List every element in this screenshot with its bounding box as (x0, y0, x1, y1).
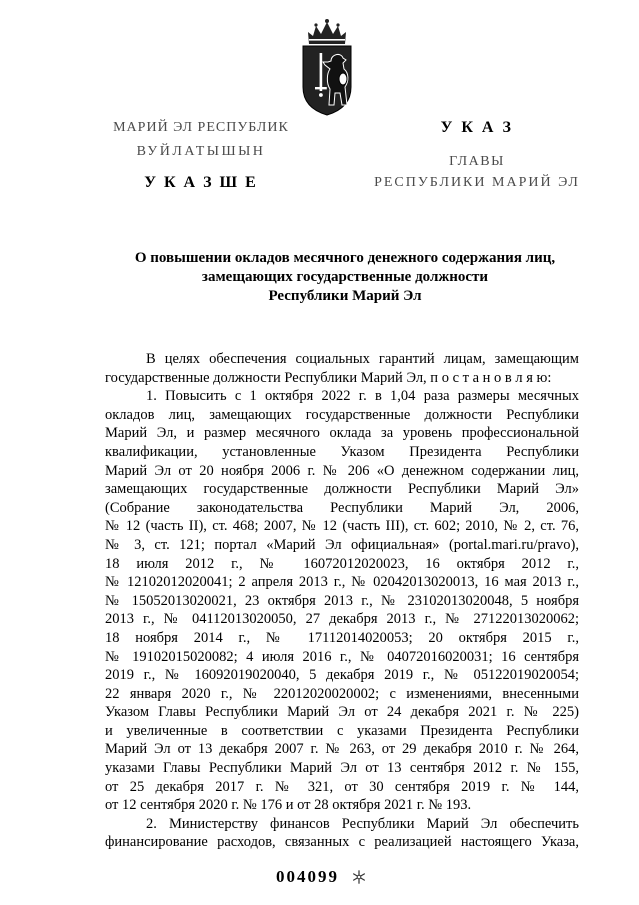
header-left-line2: ВУЙЛАТЫШЫН (136, 144, 266, 159)
body-line: финансирование расходов, связанных с реализацией настоящего Указа, (105, 834, 579, 851)
body-line: Марий Эл от 13 декабря 2007 г. № 263, от 29 декабря 2010 г. № 264, (105, 741, 579, 758)
asterisk-mark-icon (351, 869, 367, 885)
body-line: 18 ноября 2014 г., № 17112014020053; 20 октября 2015 г., (105, 629, 579, 646)
form-serial-number: 004099 (276, 867, 339, 886)
body-line: № 12102012020041; 2 апреля 2013 г., № 02042013020013, 16 мая 2013 г., (105, 574, 579, 591)
body-line: № 3, ст. 121; портал «Марий Эл официальная» (portal.mari.ru/pravo), (105, 536, 579, 553)
body-line: № 15052013020021, 23 октября 2013 г., № 23102013020048, 5 ноября (105, 592, 579, 609)
decree-body (105, 350, 579, 852)
body-line: от 25 декабря 2017 г. № 321, от 30 сентября 2019 г. № 144, (105, 778, 579, 795)
body-line: (Собрание законодательства Республики Марий Эл, 2006, (105, 499, 579, 516)
header-right-line1: ГЛАВЫ (449, 154, 505, 169)
header-left-doc-type: У К А З Ш Е (144, 174, 258, 191)
body-line: и увеличенные в соответствии с указами Президента Республики (105, 722, 579, 739)
body-line: 2019 г., № 16092019020040, 5 декабря 2019 г., № 05122019020054; (105, 667, 579, 684)
body-line: 2013 г., № 04112013020050, 27 декабря 2013 г., № 27122013020062; (105, 611, 579, 628)
header-right-doc-type: У К А З (440, 119, 514, 136)
body-line: 1. Повысить с 1 октября 2022 г. в 1,04 раза размеры месячных (146, 388, 579, 405)
body-line: 18 июля 2012 г., № 16072012020023, 16 октября 2012 г., (105, 555, 579, 572)
emblem-small-shield (339, 73, 347, 85)
body-line: окладов лиц, замещающих государственные должности Республики (105, 406, 579, 423)
body-line: 22 января 2020 г., № 22012020020002; с изменениями, внесенными (105, 685, 579, 702)
body-line: В целях обеспечения социальных гарантий лицам, замещающим (146, 351, 579, 367)
body-line: 2. Министерству финансов Республики Марий Эл обеспечить (146, 815, 579, 832)
body-line: от 12 сентября 2020 г. № 176 и от 28 октября 2021 г. № 193. (105, 797, 472, 814)
header-right-line2: РЕСПУБЛИКИ МАРИЙ ЭЛ (374, 175, 580, 190)
body-line: № 12 (часть II), ст. 468; 2007, № 12 (часть III), ст. 602; 2010, № 2, ст. 76, (105, 518, 579, 535)
decree-title (105, 249, 585, 306)
body-line: квалификации, установленные Указом Президента Республики (105, 443, 579, 460)
body-line: Марий Эл от 20 ноября 2006 г. № 206 «О денежном содержании лиц, (105, 462, 579, 479)
title-line: Республики Марий Эл (268, 288, 422, 304)
body-line: Марий Эл, и размер месячного оклада за уровень профессиональной (105, 425, 579, 442)
body-line: указами Главы Республики Марий Эл от 13 сентября 2012 г. № 155, (105, 760, 579, 777)
header-left-line1: МАРИЙ ЭЛ РЕСПУБЛИК (113, 120, 289, 135)
body-line: замещающих государственные должности Республики Марий Эл» (105, 481, 579, 498)
title-line: О повышении окладов месячного денежного содержания лиц, (134, 250, 556, 266)
title-line: замещающих государственные должности (201, 269, 489, 285)
body-line: Указом Главы Республики Марий Эл от 24 декабря 2021 г. № 225) (105, 704, 579, 721)
body-line: государственные должности Республики Марий Эл, п о с т а н о в л я ю: (105, 369, 552, 386)
body-line: № 19102015020082; 4 июля 2016 г., № 04072016020031; 16 сентября (105, 648, 579, 665)
coat-of-arms-icon (297, 17, 357, 117)
emblem-crown (308, 19, 346, 44)
